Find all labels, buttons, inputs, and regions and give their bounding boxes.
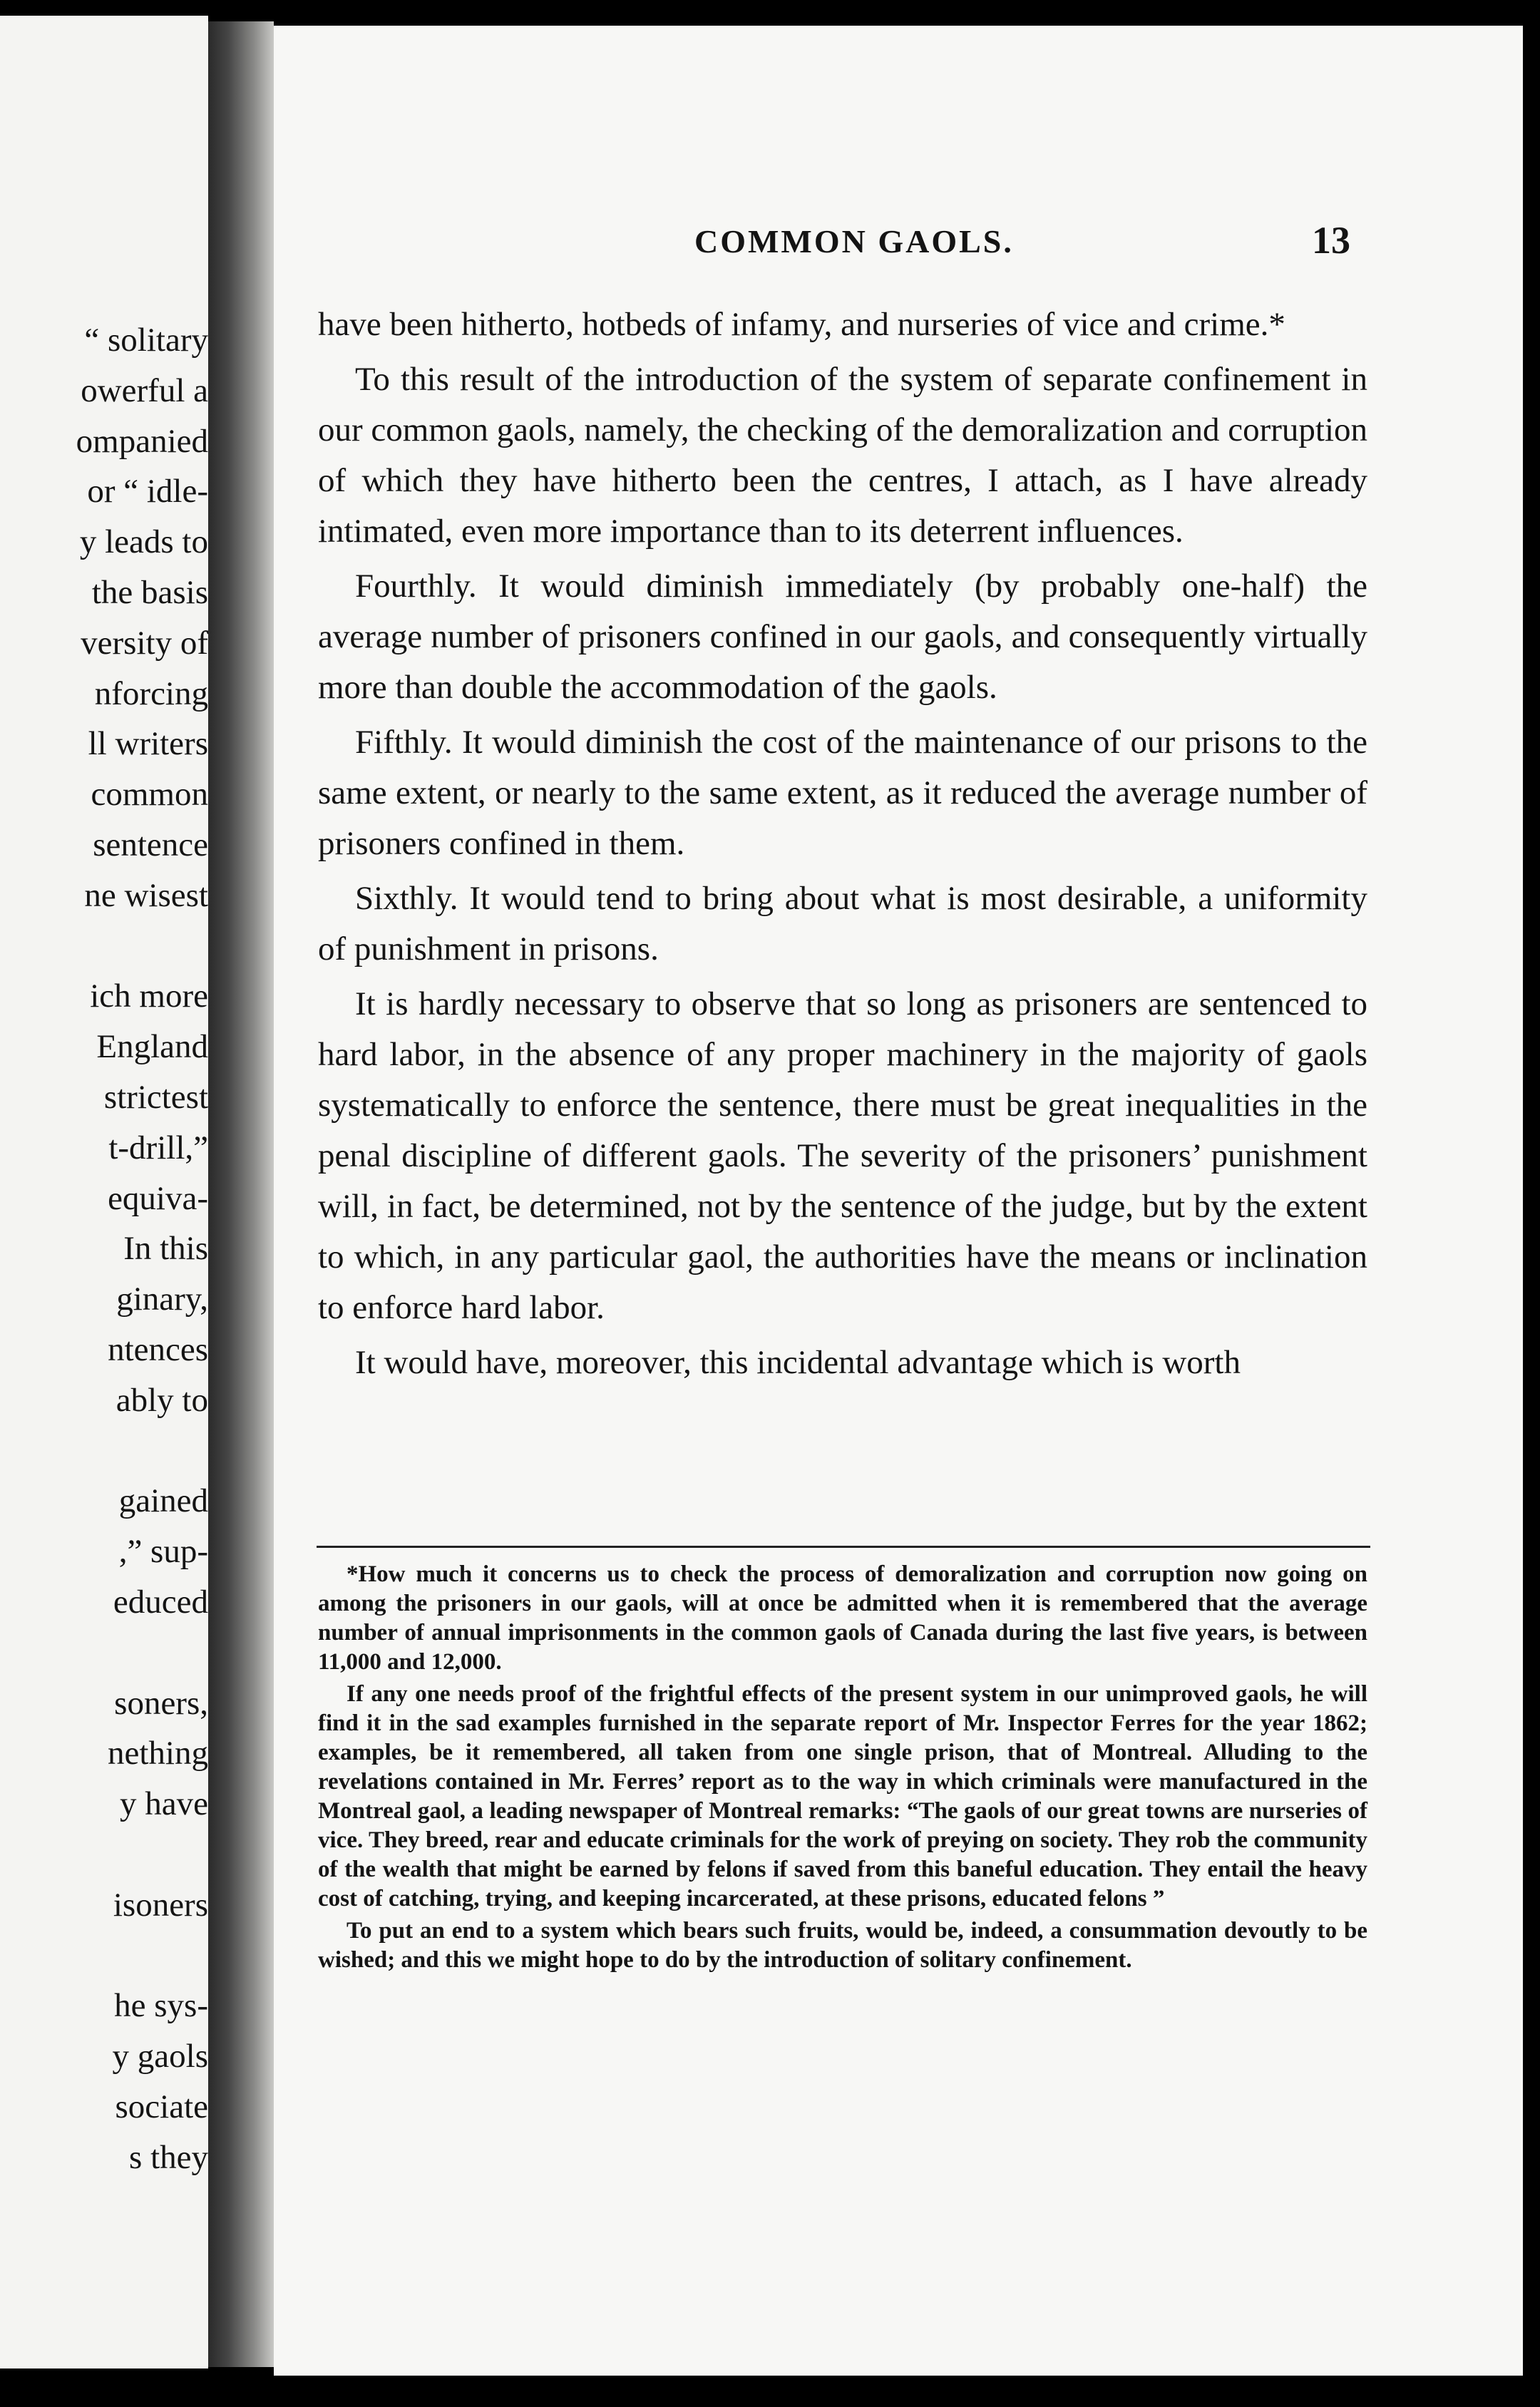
paragraph: Sixthly. It would tend to bring about what is most desirable, a uniformity of punishment in prisons. [318,880,1367,968]
footnote: If any one needs proof of the frightful effects of the present system in our unimproved gaols, he will find it in the sad examples furnished in the separate report of Mr. Inspector Ferres for the year 1862; examples, be it remembered, all taken from one single prison, that of Montreal. Alluding to the revelations contained in Mr. Ferres’ report as to the way in which criminals were manufactured in the Montreal gaol, a leading newspaper of Montreal remarks: “The gaols of our great towns are nurseries of vice. They breed, rear and educate criminals for the work of preying on society. They rob the community of the wealth that might be earned by felons if saved from this baneful education. They entail the heavy cost of catching, trying, and keeping incarcerated, at these prisons, educated felons ” [318,1681,1367,1911]
facing-page-line: strictest [103,1079,208,1116]
facing-page-line: In this [123,1230,208,1268]
facing-page-line: common [91,776,208,814]
facing-page-line: isoners [113,1886,208,1924]
facing-page-line: ompanied [76,422,208,460]
book-gutter [208,21,274,2367]
facing-page-line: gained [118,1482,208,1520]
facing-page-line: nforcing [94,674,208,712]
facing-page-line: equiva- [108,1179,208,1217]
facing-page-line: ,” sup- [118,1533,208,1571]
footnotes [318,1560,1367,1975]
facing-page-line: y have [120,1785,208,1823]
running-title: COMMON GAOLS. [694,223,1014,260]
facing-page-line: the basis [91,574,208,611]
facing-page [0,16,208,2368]
facing-page-line: sociate [115,2088,208,2125]
facing-page-line: ginary, [116,1281,208,1318]
facing-page-line: or “ idle- [87,473,208,510]
facing-page-line: ich more [90,977,208,1015]
body-text [318,299,1367,1388]
paragraph: It would have, moreover, this incidental advantage which is worth [355,1344,1241,1381]
facing-page-line: “ solitary [84,322,208,359]
facing-page-line: England [96,1028,208,1066]
facing-page-line: versity of [81,624,208,662]
main-page [274,26,1523,2376]
facing-page-line: soners, [114,1684,208,1722]
facing-page-line: y gaols [112,2038,208,2075]
facing-page-line: ably to [115,1381,208,1419]
footnote-rule [317,1546,1370,1548]
paragraph: It is hardly necessary to observe that so long as prisoners are sentenced to hard labor, in the absence of any proper machinery in the majority of gaols systematically to enforce the sentence, there must be great inequalities in the penal discipline of different gaols. The severity of the prisoners’ punishment will, in fact, be determined, not by the sentence of the judge, but by the extent to which, in any particular gaol, the authorities have the means or inclination to enforce hard labor. [318,985,1367,1326]
facing-page-line: ll writers [88,725,208,763]
facing-page-line: owerful a [81,371,208,409]
facing-page-line: ntences [108,1331,208,1368]
running-head [274,219,1523,265]
footnote: To put an end to a system which bears such fruits, would be, indeed, a consummation devoutly to be wished; and this we might hope to do by the introduction of solitary confinement. [318,1918,1367,1973]
facing-page-line: s they [129,2138,208,2176]
paragraph: have been hitherto, hotbeds of infamy, and nurseries of vice and crime.* [318,306,1285,343]
facing-page-line: educed [113,1584,208,1621]
footnote: *How much it concerns us to check the process of demoralization and corruption now going on among the prisoners in our gaols, will at once be admitted when it is remembered that the average number of annual imprisonments in the common gaols of Canada during the last five years, is between 11,000 and 12,000. [318,1561,1367,1675]
facing-page-line: t-drill,” [108,1129,208,1166]
facing-page-line: nething [108,1735,208,1772]
paragraph: Fifthly. It would diminish the cost of the maintenance of our prisons to the same extent, or nearly to the same extent, as it reduced the average number of prisoners confined in them. [318,724,1367,862]
facing-page-line: ne wisest [84,876,208,914]
facing-page-line: y leads to [79,523,208,561]
paragraph: Fourthly. It would diminish immediately (by probably one-half) the average number of prisoners confined in our gaols, and consequently virtually more than double the accommodation of the gaols. [318,568,1367,706]
facing-page-line: he sys- [114,1987,208,2025]
page-number: 13 [1312,219,1350,262]
facing-page-line: sentence [93,826,208,863]
paragraph: To this result of the introduction of the system of separate confinement in our common gaols, namely, the checking of the demoralization and corruption of which they have hitherto been the centres, I attach, as I have already intimated, even more importance than to its deterrent influences. [318,361,1367,550]
